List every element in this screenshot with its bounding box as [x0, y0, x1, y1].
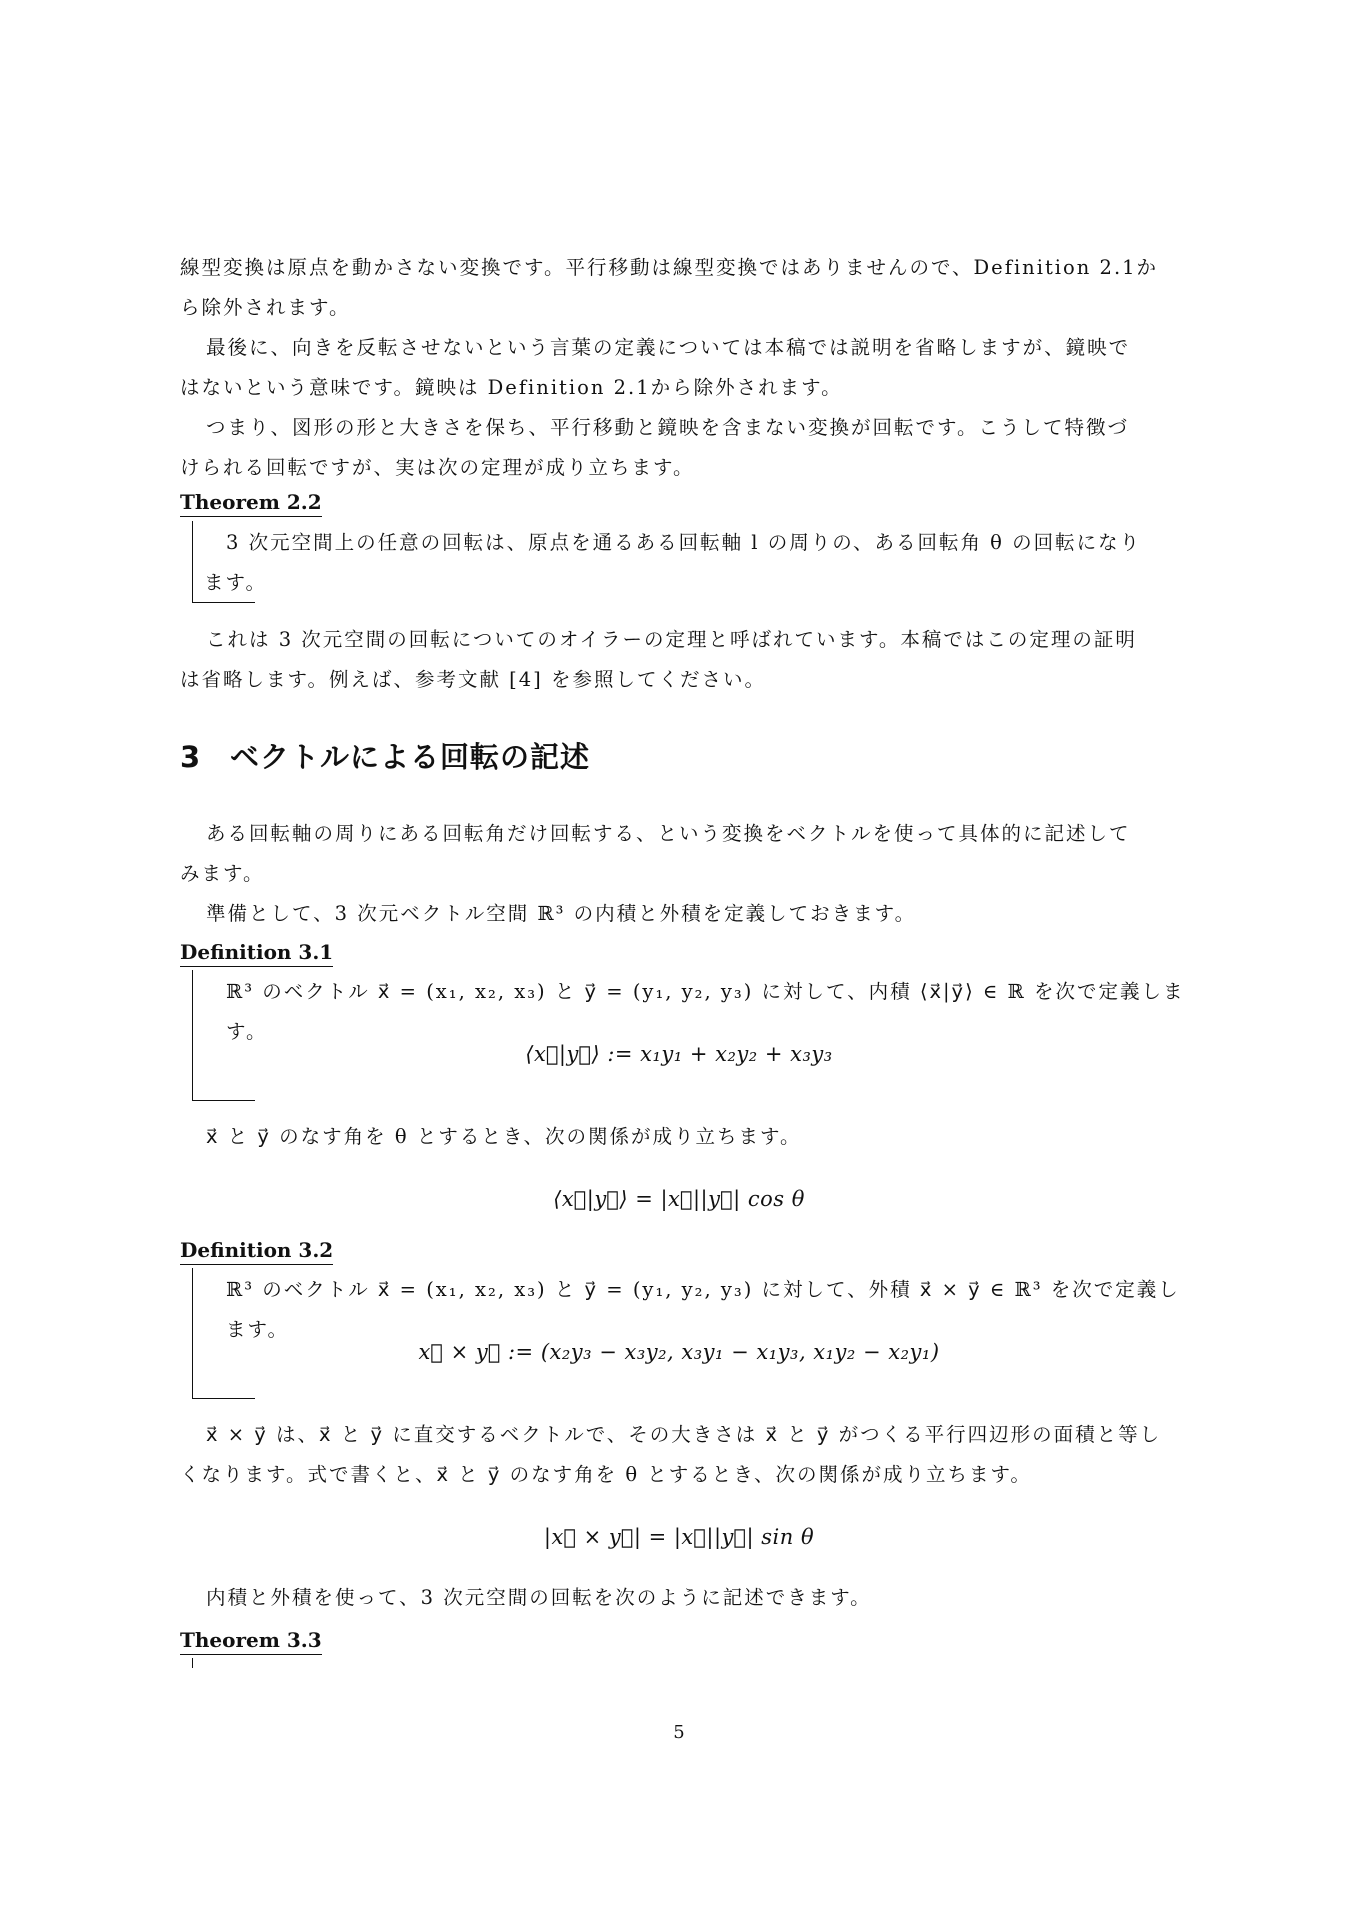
- definition-3-2-formula: x⃗ × y⃗ := (x₂y₃ − x₃y₂, x₃y₁ − x₁y₃, x₁y₂ − x₂y₁): [418, 1340, 940, 1364]
- theorem-2-2-title: Theorem 2.2: [180, 490, 322, 517]
- intro-p3-line1: つまり、図形の形と大きさを保ち、平行移動と鏡映を含まない変換が回転です。こうして特徴づ: [206, 416, 1129, 439]
- intro-p1-line2: ら除外されます。: [180, 296, 351, 319]
- theorem-3-3-title: Theorem 3.3: [180, 1628, 322, 1655]
- theorem-3-3-bracket: [192, 1658, 193, 1668]
- intro-p2-line2: はないという意味です。鏡映は Definition 2.1から除外されます。: [180, 376, 843, 399]
- section-title: ベクトルによる回転の記述: [230, 740, 591, 774]
- definition-3-2-title: Definition 3.2: [180, 1238, 333, 1265]
- section-number: 3: [180, 740, 202, 774]
- definition-3-1-formula: ⟨x⃗|y⃗⟩ := x₁y₁ + x₂y₂ + x₃y₃: [525, 1042, 833, 1066]
- angle-paragraph: [180, 1117, 1185, 1157]
- cross-line1: x⃗ × y⃗ は、x⃗ と y⃗ に直交するベクトルで、その大きさは x⃗ と y⃗ がつくる平行四辺形の面積と等し: [206, 1423, 1162, 1446]
- section3-p1-line2: みます。: [180, 862, 265, 885]
- formula-cos: ⟨x⃗|y⃗⟩ = |x⃗||y⃗| cos θ: [553, 1187, 805, 1211]
- cross-paragraph: [180, 1415, 1185, 1495]
- euler-line1: これは 3 次元空間の回転についてのオイラーの定理と呼ばれています。本稿ではこの定理の証明: [206, 628, 1137, 651]
- theorem-2-2-line2: ます。: [204, 571, 267, 594]
- intro-p2-line1: 最後に、向きを反転させないという言葉の定義については本稿では説明を省略しますが、鏡映で: [206, 336, 1131, 359]
- definition-3-1-title: Definition 3.1: [180, 940, 333, 967]
- section3-paragraphs: [180, 814, 1185, 934]
- theorem-2-2-body: [204, 523, 1186, 603]
- intro-paragraphs: [180, 248, 1185, 488]
- euler-line2: は省略します。例えば、参考文献 [4] を参照してください。: [180, 668, 766, 691]
- section-heading: [180, 735, 590, 776]
- section3-p1-line1: ある回転軸の周りにある回転角だけ回転する、という変換をベクトルを使って具体的に記述して: [206, 822, 1131, 845]
- angle-text: x⃗ と y⃗ のなす角を θ とするとき、次の関係が成り立ちます。: [206, 1125, 802, 1148]
- closing-paragraph: [180, 1578, 1185, 1618]
- euler-paragraph: [180, 620, 1185, 700]
- page-number: 5: [673, 1722, 685, 1743]
- formula-sin: |x⃗ × y⃗| = |x⃗||y⃗| sin θ: [543, 1525, 815, 1549]
- cross-line2: くなります。式で書くと、x⃗ と y⃗ のなす角を θ とするとき、次の関係が成り立ちます。: [180, 1463, 1032, 1486]
- closing-text: 内積と外積を使って、3 次元空間の回転を次のように記述できます。: [206, 1586, 872, 1609]
- definition-3-2-body: ℝ³ のベクトル x⃗ = (x₁, x₂, x₃) と y⃗ = (y₁, y₂, y₃) に対して、外積 x⃗ × y⃗ ∈ ℝ³ を次で定義します。: [226, 1278, 1180, 1341]
- intro-p3-line2: けられる回転ですが、実は次の定理が成り立ちます。: [180, 456, 695, 479]
- theorem-2-2-line1: 3 次元空間上の任意の回転は、原点を通るある回転軸 l の周りの、ある回転角 θ の回転になり: [226, 531, 1142, 554]
- section3-p2: 準備として、3 次元ベクトル空間 ℝ³ の内積と外積を定義しておきます。: [206, 902, 917, 925]
- intro-p1-line1: 線型変換は原点を動かさない変換です。平行移動は線型変換ではありませんので、Definition 2.1か: [180, 256, 1159, 279]
- definition-3-1-body: ℝ³ のベクトル x⃗ = (x₁, x₂, x₃) と y⃗ = (y₁, y₂, y₃) に対して、内積 ⟨x⃗|y⃗⟩ ∈ ℝ を次で定義します。: [226, 980, 1185, 1043]
